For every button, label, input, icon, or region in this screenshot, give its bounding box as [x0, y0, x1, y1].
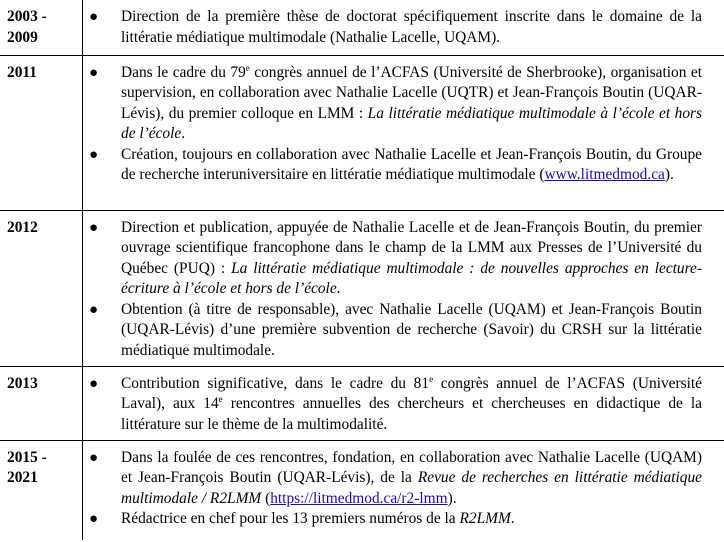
- entry-text: .: [510, 510, 515, 527]
- bullet-icon: ●: [89, 301, 99, 318]
- italic-title: Revue de recherches en littératie médiatique multimodale / R2LMM: [121, 469, 702, 507]
- bullet-icon: ●: [89, 449, 99, 466]
- entry-item: [83, 300, 702, 362]
- ordinal-superscript: e: [429, 373, 434, 384]
- year-cell: [0, 440, 83, 540]
- year-label: 2012: [7, 218, 38, 236]
- bullet-icon: ●: [89, 511, 99, 527]
- year-cell: [0, 210, 83, 366]
- entry-list: [83, 211, 724, 362]
- entry-cell: [83, 210, 724, 366]
- entry-list: [83, 0, 724, 48]
- entry-text: ).: [664, 166, 674, 183]
- year-cell: [0, 55, 83, 210]
- year-cell: [0, 366, 83, 440]
- entry-text: congrès annuel de l’ACFAS (Université Laval), aux 14: [121, 374, 702, 412]
- entry-text: (: [261, 489, 271, 507]
- year-label: 2013: [7, 374, 38, 392]
- italic-title: La littératie médiatique multimodale à l’école et hors de l’école: [121, 104, 702, 142]
- entry-text: ).: [447, 489, 457, 507]
- bullet-icon: ●: [89, 9, 99, 25]
- year-label: 2003 - 2009: [7, 8, 47, 46]
- entry-text: Contribution significative, dans le cadre du 81: [121, 374, 430, 392]
- entry-item: [83, 7, 702, 48]
- entry-text: .: [181, 125, 186, 142]
- timeline-row: [0, 366, 724, 440]
- bullet-icon: ●: [89, 64, 99, 81]
- entry-cell: [83, 55, 724, 210]
- entry-item: [83, 448, 702, 510]
- bullet-icon: ●: [89, 146, 99, 163]
- entry-text: congrès annuel de l’ACFAS (Université de Sherbrooke), organisation et supervision, en collaboration avec Nathalie Lacelle (UQTR) et Jean-François Boutin (UQAR-Lévis), du premier colloque en LMM :: [121, 63, 702, 122]
- entry-text: Obtention (à titre de responsable), avec Nathalie Lacelle (UQAM) et Jean-François Boutin (UQAR-Lévis) d’une première subvention de recherche (Savoir) du CRSH sur la littératie médiatique multimodale.: [121, 300, 702, 359]
- timeline-row: [0, 55, 724, 210]
- bullet-icon: ●: [89, 375, 99, 392]
- italic-title: La littératie médiatique multimodale : de nouvelles approches en lecture-écriture à l’école et hors de l’école: [121, 259, 702, 297]
- entry-text: Rédactrice en chef pour les 13 premiers numéros de la: [121, 510, 460, 527]
- timeline-row: [0, 0, 724, 55]
- entry-cell: [83, 366, 724, 440]
- entry-list: [83, 367, 724, 436]
- entry-item: [83, 374, 702, 436]
- timeline-row: [0, 440, 724, 540]
- entry-text: Dans le cadre du 79: [121, 63, 246, 81]
- entry-text: .: [336, 280, 341, 297]
- bullet-icon: ●: [89, 219, 99, 236]
- entry-text: rencontres annuelles des chercheurs et chercheuses en didactique de la littérature sur le thème de la multimodalité.: [121, 395, 702, 433]
- entry-text: Création, toujours en collaboration avec Nathalie Lacelle et Jean-François Boutin, du Groupe de recherche interuniversitaire en littératie médiatique multimodale (: [121, 145, 702, 183]
- entry-text: Direction de la première thèse de doctorat spécifiquement inscrite dans le domaine de la littératie médiatique multimodale (Nathalie Lacelle, UQAM).: [121, 8, 702, 46]
- year-label: 2011: [7, 63, 37, 81]
- entry-cell: [83, 440, 724, 540]
- year-cell: [0, 0, 83, 55]
- entry-item: [83, 218, 702, 300]
- ordinal-superscript: e: [245, 62, 250, 73]
- entry-text: Direction et publication, appuyée de Nathalie Lacelle et de Jean-François Boutin, du premier ouvrage scientifique francophone dans le champ de la LMM aux Presses de l’Université du Québec (PUQ) :: [121, 218, 702, 277]
- entry-link[interactable]: www.litmedmod.ca: [544, 166, 665, 183]
- ordinal-superscript: e: [218, 394, 223, 404]
- entry-list: [83, 441, 724, 530]
- entry-cell: [83, 0, 724, 55]
- entry-item: [83, 63, 702, 145]
- entry-item: [83, 509, 702, 530]
- entry-link[interactable]: https://litmedmod.ca/r2-lmm: [270, 489, 448, 507]
- year-label: 2015 - 2021: [7, 448, 47, 486]
- entry-text: Dans la foulée de ces rencontres, fondation, en collaboration avec Nathalie Lacelle (UQAM) et Jean-François Boutin (UQAR-Lévis), de la: [121, 448, 702, 486]
- timeline-row: [0, 210, 724, 366]
- italic-title: R2LMM: [459, 510, 511, 527]
- entry-list: [83, 56, 724, 186]
- entry-item: [83, 145, 702, 186]
